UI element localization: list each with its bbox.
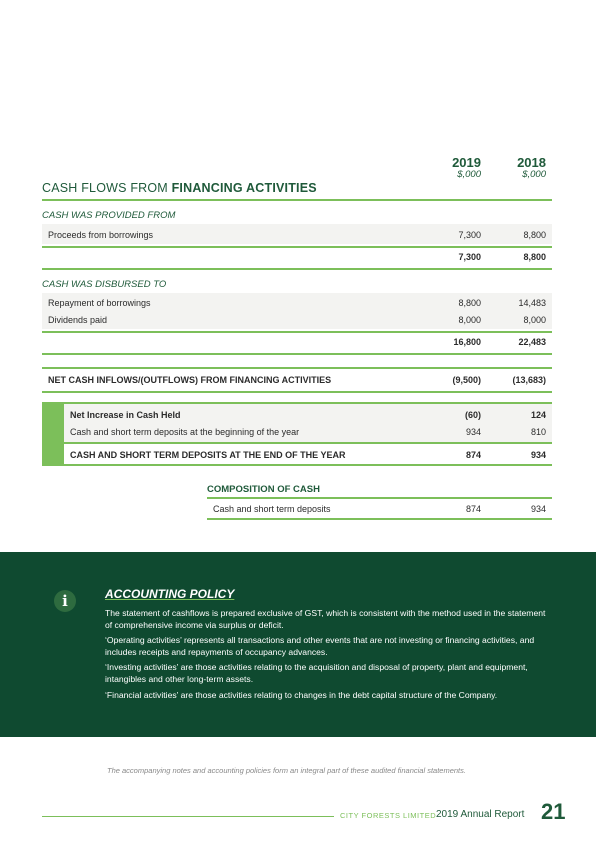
section-title-bold: FINANCING ACTIVITIES [171, 181, 317, 195]
row-value-2019: 8,000 [458, 315, 481, 325]
composition-heading: COMPOSITION OF CASH [207, 484, 320, 495]
beginning-label: Cash and short term deposits at the beginning of the year [70, 427, 300, 437]
row-label: Dividends paid [48, 315, 108, 325]
row-value-2019: 7,300 [458, 230, 481, 240]
footer-brand: CITY FORESTS LIMITED [340, 811, 437, 820]
net-financing-label: NET CASH INFLOWS/(OUTFLOWS) FROM FINANCING ACTIVITIES [48, 375, 332, 385]
cash-held-marker [42, 402, 64, 464]
row-value-2019: 8,800 [458, 298, 481, 308]
end-cash-label: CASH AND SHORT TERM DEPOSITS AT THE END OF THE YEAR [70, 450, 346, 460]
section-title-prefix: CASH FLOWS FROM [42, 181, 172, 195]
net-financing-2019: (9,500) [452, 375, 481, 385]
cash-held-rows [64, 404, 552, 442]
row-label: Repayment of borrowings [48, 298, 151, 308]
year-2018-header: 2018 [517, 155, 546, 170]
row-label: Proceeds from borrowings [48, 230, 154, 240]
rule [42, 367, 552, 369]
row-value-2018: 8,800 [523, 230, 546, 240]
rule [42, 391, 552, 393]
policy-paragraph: ‘Financial activities’ are those activities relating to changes in the debt capital structure of the Company. [105, 690, 498, 700]
provided-total-2019: 7,300 [458, 252, 481, 262]
title-rule [42, 199, 552, 201]
rule [64, 442, 552, 444]
provided-total-2018: 8,800 [523, 252, 546, 262]
net-increase-2018: 124 [530, 410, 546, 420]
net-increase-2019: (60) [464, 410, 481, 420]
accounting-policy-panel [0, 552, 596, 737]
rule [42, 464, 552, 466]
rule [207, 497, 552, 499]
beginning-2019: 934 [465, 427, 481, 437]
net-financing-2018: (13,683) [512, 375, 546, 385]
unit-2018: $,000 [522, 169, 546, 180]
rule [207, 518, 552, 520]
disbursed-total-2018: 22,483 [518, 337, 546, 347]
rule [42, 246, 552, 248]
page-number: 21 [541, 799, 566, 824]
composition-2019: 874 [465, 504, 481, 514]
rule [42, 353, 552, 355]
row-value-2018: 8,000 [523, 315, 546, 325]
policy-paragraph: ‘Operating activities’ represents all transactions and other events that are not investing or financing activities, and includes receipts and repayments of occupancy advances. [105, 635, 535, 657]
provided-heading: CASH WAS PROVIDED FROM [42, 210, 176, 221]
rule [42, 331, 552, 333]
disbursed-total-2019: 16,800 [453, 337, 481, 347]
policy-paragraph: ‘Investing activities’ are those activities relating to the acquisition and disposal of property, plant and equipment, intangibles and other long-term assets. [105, 662, 528, 684]
rule [42, 268, 552, 270]
unit-2019: $,000 [457, 169, 481, 180]
row-value-2018: 14,483 [518, 298, 546, 308]
composition-label: Cash and short term deposits [213, 504, 331, 514]
disbursed-heading: CASH WAS DISBURSED TO [42, 279, 167, 290]
policy-title: ACCOUNTING POLICY [105, 587, 235, 601]
year-2019-header: 2019 [452, 155, 481, 170]
disbursed-rows [42, 293, 552, 329]
composition-2018: 934 [530, 504, 546, 514]
end-cash-2019: 874 [465, 450, 481, 460]
section-title [42, 181, 317, 195]
info-icon: i [54, 590, 76, 612]
footer-rule [42, 816, 334, 817]
net-increase-label: Net Increase in Cash Held [70, 410, 181, 420]
footer-report: 2019 Annual Report [436, 809, 525, 820]
policy-paragraph: The statement of cashflows is prepared exclusive of GST, which is consistent with the method used in the statement of comprehensive income via surplus or deficit. [105, 608, 546, 630]
end-cash-2018: 934 [530, 450, 546, 460]
table-row [42, 224, 552, 244]
beginning-2018: 810 [530, 427, 546, 437]
footnote: The accompanying notes and accounting policies form an integral part of these audited financial statements. [107, 766, 466, 775]
